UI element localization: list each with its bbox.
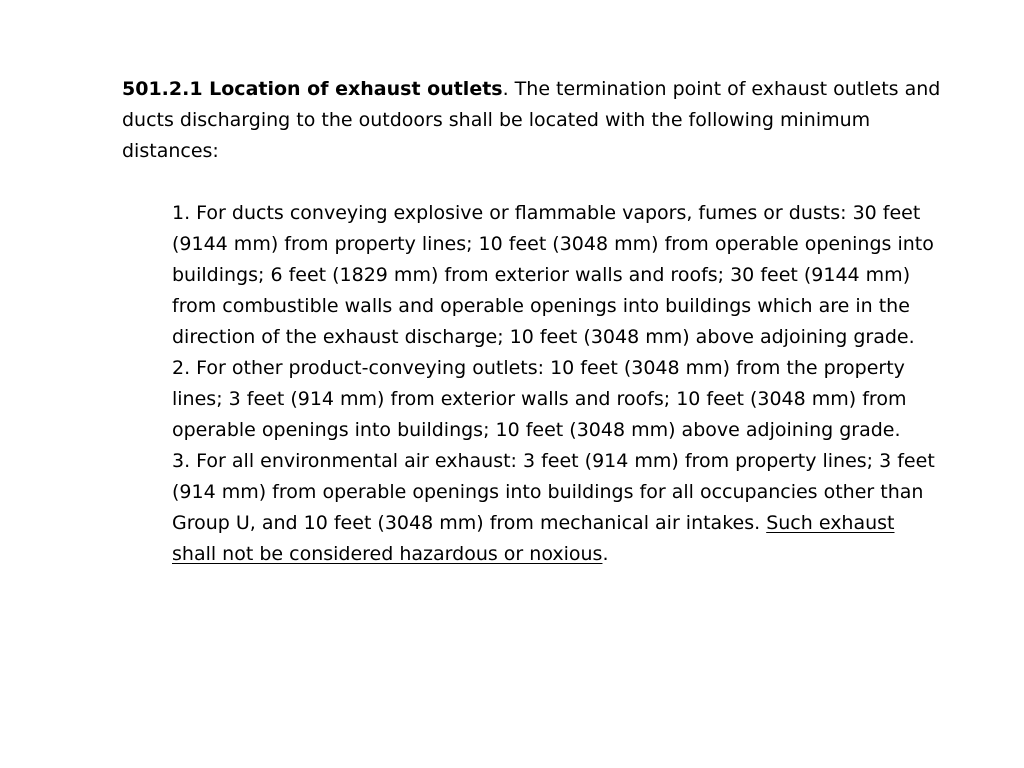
list-item-3-text: 3. For all environmental air exhaust: 3 feet (914 mm) from property lines; 3 feet (914 mm) from operable openings into buildings for all occupancies other than Group U, and 10 feet (3048 mm) from mechanical air intakes. [172,450,935,534]
intro-text: The termination point of exhaust outlets and ducts discharging to the outdoors shall be located with the following minimum distances: [122,78,941,162]
section-heading: 501.2.1 Location of exhaust outlets [122,78,503,100]
list-item-3-trailing: . [602,543,609,565]
section-intro [122,74,942,167]
list-item-3 [172,446,942,570]
list-item-1 [172,198,942,353]
list-item-2-text: 2. For other product-conveying outlets: 10 feet (3048 mm) from the property lines; 3 feet (914 mm) from exterior walls and roofs; 10 feet (3048 mm) from operable openings into buildings; 10 feet (3048 mm) above adjoining grade. [172,357,907,441]
requirements-list [172,198,942,570]
list-item-1-text: 1. For ducts conveying explosive or flammable vapors, fumes or dusts: 30 feet (9144 mm) from property lines; 10 feet (3048 mm) from operable openings into buildings; 6 feet (1829 mm) from exterior walls and roofs; 30 feet (9144 mm) from combustible walls and operable openings into buildings which are in the direction of the exhaust discharge; 10 feet (3048 mm) above adjoining grade. [172,202,934,348]
list-item-2 [172,353,942,446]
hazard-note: Such exhaust shall not be considered hazardous or noxious [172,512,895,565]
heading-period: . [502,78,509,100]
